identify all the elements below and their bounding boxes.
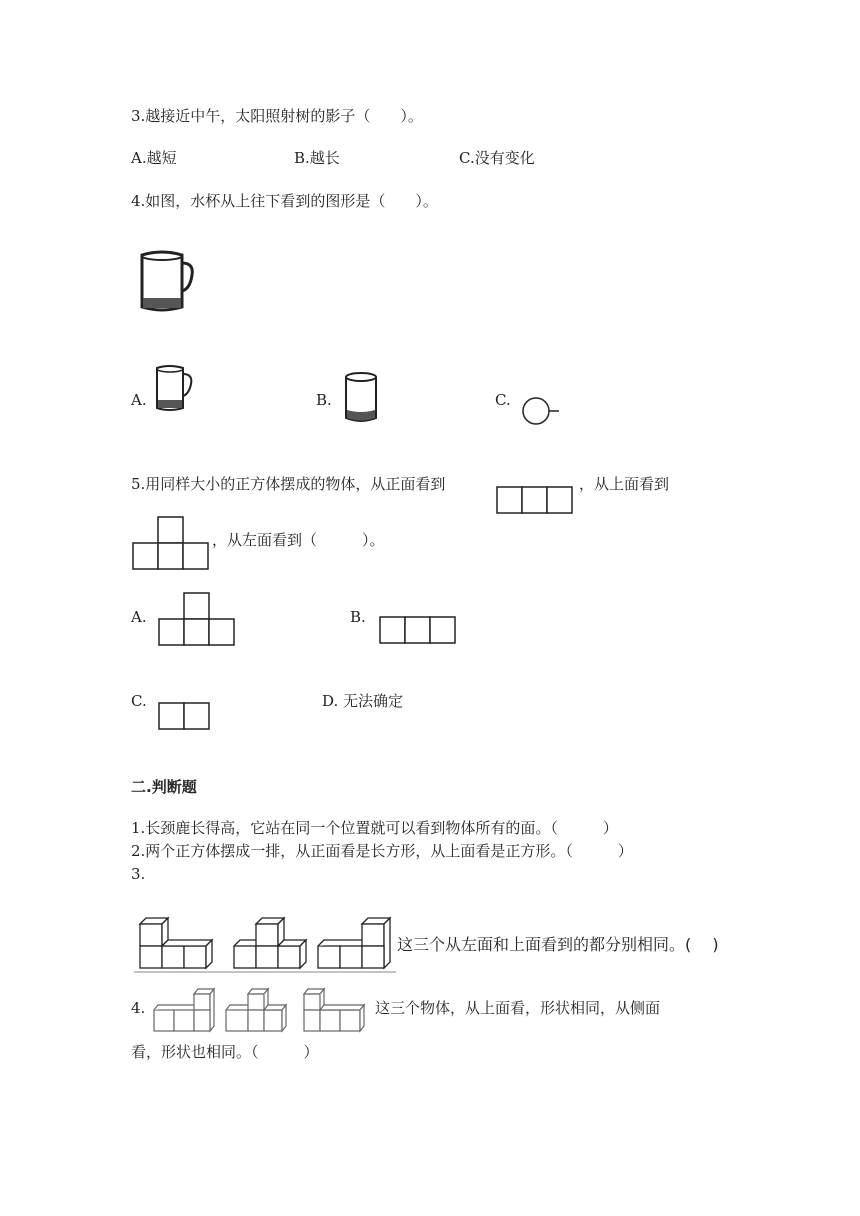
judge-item-3-number: 3.: [131, 865, 146, 883]
q5-option-c: C.: [131, 692, 147, 710]
q5-stem-part3: ，从左面看到（ ）。: [212, 531, 385, 549]
q5-stem-part2: ，从上面看到: [579, 475, 670, 493]
cup-illustration: [136, 249, 196, 317]
cup-side-view-icon: [153, 364, 195, 416]
q3-option-b: B.越长: [294, 149, 340, 167]
q3-option-a: A.越短: [131, 149, 177, 167]
circle-with-handle-icon: [521, 396, 563, 426]
judge-item-2: 2.两个正方体摆成一排，从正面看是长方形，从上面看是正方形。（ ）: [131, 842, 633, 860]
option-b-three-squares: [379, 616, 457, 644]
q5-option-b: B.: [350, 608, 366, 626]
q4-option-c: C.: [495, 391, 511, 409]
cube-figures-group-4: [150, 986, 372, 1036]
q4-option-b: B.: [316, 391, 332, 409]
section-title: 二.判断题: [131, 778, 197, 796]
judge-item-4-number: 4.: [131, 999, 146, 1017]
option-a-t-shape: [158, 592, 236, 646]
judge-item-4-text-cont: 看，形状也相同。（ ）: [131, 1043, 319, 1061]
judge-item-3-text: 这三个从左面和上面看到的都分别相同。( ): [397, 935, 719, 954]
q5-stem-part1: 5.用同样大小的正方体摆成的物体，从正面看到: [131, 475, 446, 493]
judge-item-1: 1.长颈鹿长得高，它站在同一个位置就可以看到物体所有的面。（ ）: [131, 819, 618, 837]
front-view-three-squares: [496, 486, 574, 514]
q5-option-d-text: 无法确定: [343, 692, 404, 710]
option-c-two-squares: [158, 702, 212, 730]
top-view-t-shape: [132, 516, 210, 570]
q5-option-a: A.: [131, 608, 147, 626]
q5-option-d-letter: D.: [322, 692, 339, 710]
q3-option-c: C.没有变化: [459, 149, 535, 167]
cube-figures-group-3: [134, 912, 396, 974]
q5-option-d: [322, 691, 403, 711]
q3-stem: 3.越接近中午，太阳照射树的影子（ ）。: [131, 107, 423, 125]
q4-option-a: A.: [131, 391, 147, 409]
judge-item-4-text: 这三个物体，从上面看，形状相同，从侧面: [375, 999, 661, 1017]
q4-stem: 4.如图，水杯从上往下看到的图形是（ ）。: [131, 192, 438, 210]
cylinder-icon: [343, 372, 379, 426]
